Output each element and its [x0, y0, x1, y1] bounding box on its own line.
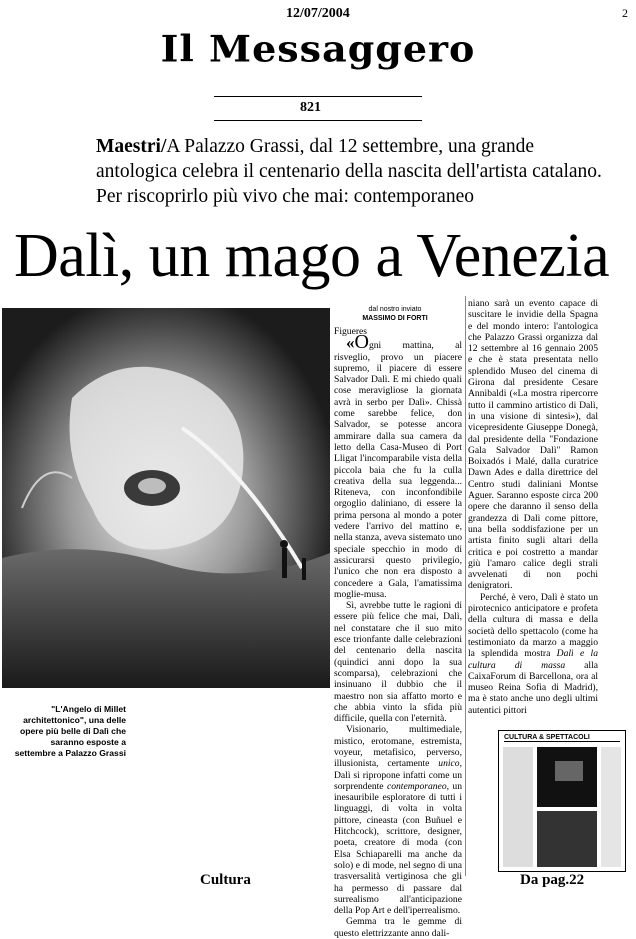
article-paragraph: Visionario, multimediale, mistico, erotomane, estremista, voyeur, metafisico, perverso, illusionista, certamente unico, Dalì si ripropone infatti come un sorprendente contemporaneo, un inesauribile esploratore di tutti i linguaggi, di volta in volta pittore, cineasta (con Buñuel e Hitchcock), scrittore, designer, poeta, creatore di moda (con Elsa Schiaparelli ma anche da solo) e di mode, nel segno di una trasversalità vertiginosa che gli ha permesso di passare dal surrealismo all'anticipazione della Pop Art e dell'iperrealismo.: [334, 724, 462, 917]
thumbnail-layout: [499, 731, 625, 871]
painting-illustration: [2, 308, 330, 688]
article-paragraph: «Ogni mattina, al risveglio, provo un piacere supremo, il piacere di essere Salvador Dalì. E mi chiedo quali cose meravigliose la giornata avrà in serbo per Dalì». Chissà come sarebbe felice, don Salvador, se potesse ancora ammirare dalla sua camera da letto della Casa-Museo di Port Lligat l'incomparabile vista della piccola baia che fu la culla creativa della sua leggenda... Riteneva, con inconfondibile orgoglio daliniano, di essere la prima persona al mondo a poter vedere l'arrivo del mattino e, nella stanza, aveva sistemato uno speciale specchio in modo di assicurarsi questo privilegio, l'unico che non era disposto a concedere a Gala, l'amatissima moglie-musa.: [334, 331, 462, 600]
page-thumbnail: [498, 730, 626, 872]
painting-image: [2, 308, 330, 688]
article-kicker: [96, 134, 616, 209]
byline: [330, 305, 460, 323]
article-column-1: [334, 326, 462, 939]
photo-caption: "L'Angelo di Millet architettonico", una delle opere più belle di Dalì che saranno esposte a settembre a Palazzo Grassi: [14, 704, 126, 758]
article-paragraph: Perché, è vero, Dalì è stato un pirotecnico anticipatore e profeta della cultura di massa e della società dello spettacolo (come ha testimoniato da marzo a maggio la splendida mostra Dalì e la cultura di massa alla CaixaForum di Barcellona, ora al museo Reina Sofia di Madrid), ma è stato anche uno degli ultimi autentici pittori: [468, 591, 598, 716]
masthead-logo: Il Messaggero: [160, 27, 476, 70]
masthead-rule-bottom: [214, 120, 422, 121]
thumbnail-title: CULTURA & SPETTACOLI: [504, 734, 620, 742]
drop-cap: O: [354, 331, 369, 354]
byline-prefix: dal nostro inviato: [368, 306, 422, 313]
article-paragraph: Gemma tra le gemme di questo elettrizzante anno dali-: [334, 916, 462, 939]
article-paragraph: niano sarà un evento capace di suscitare le invidie della Spagna e del mondo intero: l'antologica che Palazzo Grassi organizza dal 12 settembre al 16 gennaio 2005 e che è stata presentata nello splendido Museo del cinema di Girona dal presidente Cesare Annibaldi («La mostra ripercorre tutto il cammino artistico di Dalì, in una visione di sintesi»), dal vicepresidente Giuseppe Donegà, dal presidente della "Fondazione Gala Salvador Dalì" Ramon Boixadós i Malé, dalla curatrice Dawn Ades e dalla direttrice del Centro studi daliniani Montse Aguer. Saranno esposte circa 200 opere che daranno il senso della grandezza di Dalì come pittore, una bella soddisfazione per un artista finito sugli altari della critica e poi costretto a mandar giù l'amaro calice degli strali avvelenati di non pochi denigratori.: [468, 298, 598, 592]
article-paragraph: Sì, avrebbe tutte le ragioni di essere più felice che mai, Dalì, nel constatare che il suo mito esce trionfante dalle celebrazioni del centenario della nascita (quindici anni dopo la sua scomparsa), celebrazioni che insinuano il dubbio che il maestro non sia affatto morto e che abbia vinto la sfida più difficile, quella con l'eternità.: [334, 600, 462, 725]
section-label: Cultura: [200, 872, 251, 888]
page-number: 2: [622, 6, 628, 20]
publication-date: 12/07/2004: [286, 6, 350, 21]
kicker-text: A Palazzo Grassi, dal 12 settembre, una grande antologica celebra il centenario della nascita dell'artista catalano. Per riscoprirlo più vivo che mai: contemporaneo: [96, 136, 602, 207]
kicker-label: Maestri/: [96, 136, 167, 157]
quote-mark: «: [346, 333, 355, 353]
byline-author: MASSIMO DI FORTI: [362, 315, 428, 322]
continued-from: Da pag.22: [520, 872, 585, 888]
article-headline: Dalì, un mago a Venezia: [14, 222, 610, 290]
issue-number: 821: [300, 100, 321, 115]
column-divider: [465, 296, 466, 876]
masthead-rule-top: [214, 96, 422, 97]
article-column-2: [468, 298, 598, 722]
dateline: Figueres: [334, 326, 368, 337]
